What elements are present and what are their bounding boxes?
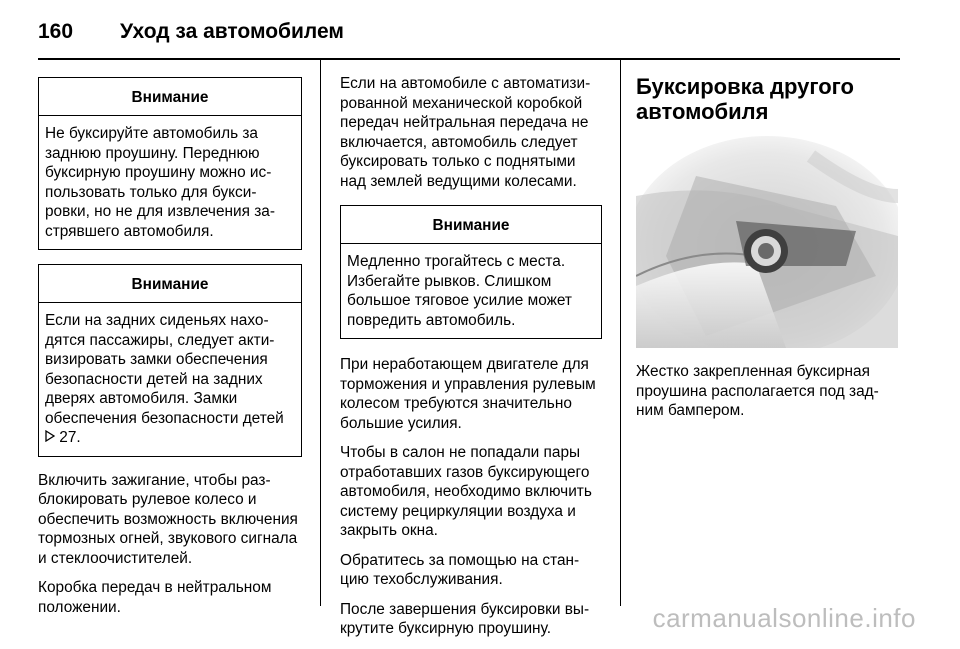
paragraph-unscrew: После завершения буксировки выкрутите буксирную проушину. (340, 600, 590, 637)
warning-text-1: Не буксируйте автомобиль за заднюю проушину. Переднюю буксирную проушину можно использовать только для буксировки, но не для извлечения застрявшего автомобиля. (45, 125, 275, 240)
page-reference-link[interactable]: 27. (59, 429, 81, 446)
paragraph-exhaust: Чтобы в салон не попадали пары отработавших газов буксирующего автомобиля, необходимо включить систему рециркуляции воздуха и закрыть окна. (340, 444, 592, 539)
watermark-text: carmanualsonline.info (652, 603, 916, 633)
photo-caption: Жестко закрепленная буксирная проушина располагается под задним бампером. (636, 363, 879, 419)
column-divider-1 (320, 60, 321, 606)
warning-box-1 (38, 77, 302, 250)
section-heading: Буксировка другого автомобиля (636, 74, 854, 124)
column-1 (38, 77, 302, 627)
paragraph-neutral: Коробка передач в нейтральном положении. (38, 579, 272, 616)
page-number: 160 (38, 20, 74, 43)
column-divider-2 (620, 60, 621, 606)
warning-text-2-main: Если на задних сиденьях находятся пассажиры, следует активизировать замки обеспечения безопасности детей на задних дверях автомобиля. Замки обеспечения безопасности детей (45, 312, 284, 427)
warning-box-2 (38, 264, 302, 457)
column-3 (636, 74, 898, 431)
warning-box-3 (340, 205, 602, 339)
paragraph-engine-off: При неработающем двигателе для торможения и управления рулевым колесом требуются значительно большие усилия. (340, 356, 596, 432)
paragraph-ignition: Включить зажигание, чтобы разблокировать рулевое колесо и обеспечить возможность включения тормозных огней, звукового сигнала и стеклоочистителей. (38, 471, 298, 567)
warning-title-1: Внимание (39, 78, 301, 116)
chapter-title: Уход за автомобилем (120, 20, 344, 43)
column-2 (340, 74, 602, 649)
towing-eye-photo (636, 136, 898, 348)
warning-title-3: Внимание (341, 206, 601, 244)
warning-title-2: Внимание (39, 265, 301, 303)
paragraph-automated-gearbox: Если на автомобиле с автоматизированной механической коробкой передач нейтральная передача не включается, автомобиль следует буксировать только с поднятыми над землей ведущими колесами. (340, 75, 591, 190)
warning-text-3: Медленно трогайтесь с места. Избегайте рывков. Слишком большое тяговое усилие может повредить автомобиль. (347, 253, 572, 329)
page-reference-triangle-icon (45, 428, 55, 448)
header-rule (38, 58, 900, 60)
warning-text-2 (45, 311, 295, 448)
paragraph-service: Обратитесь за помощью на станцию техобслуживания. (340, 551, 580, 588)
